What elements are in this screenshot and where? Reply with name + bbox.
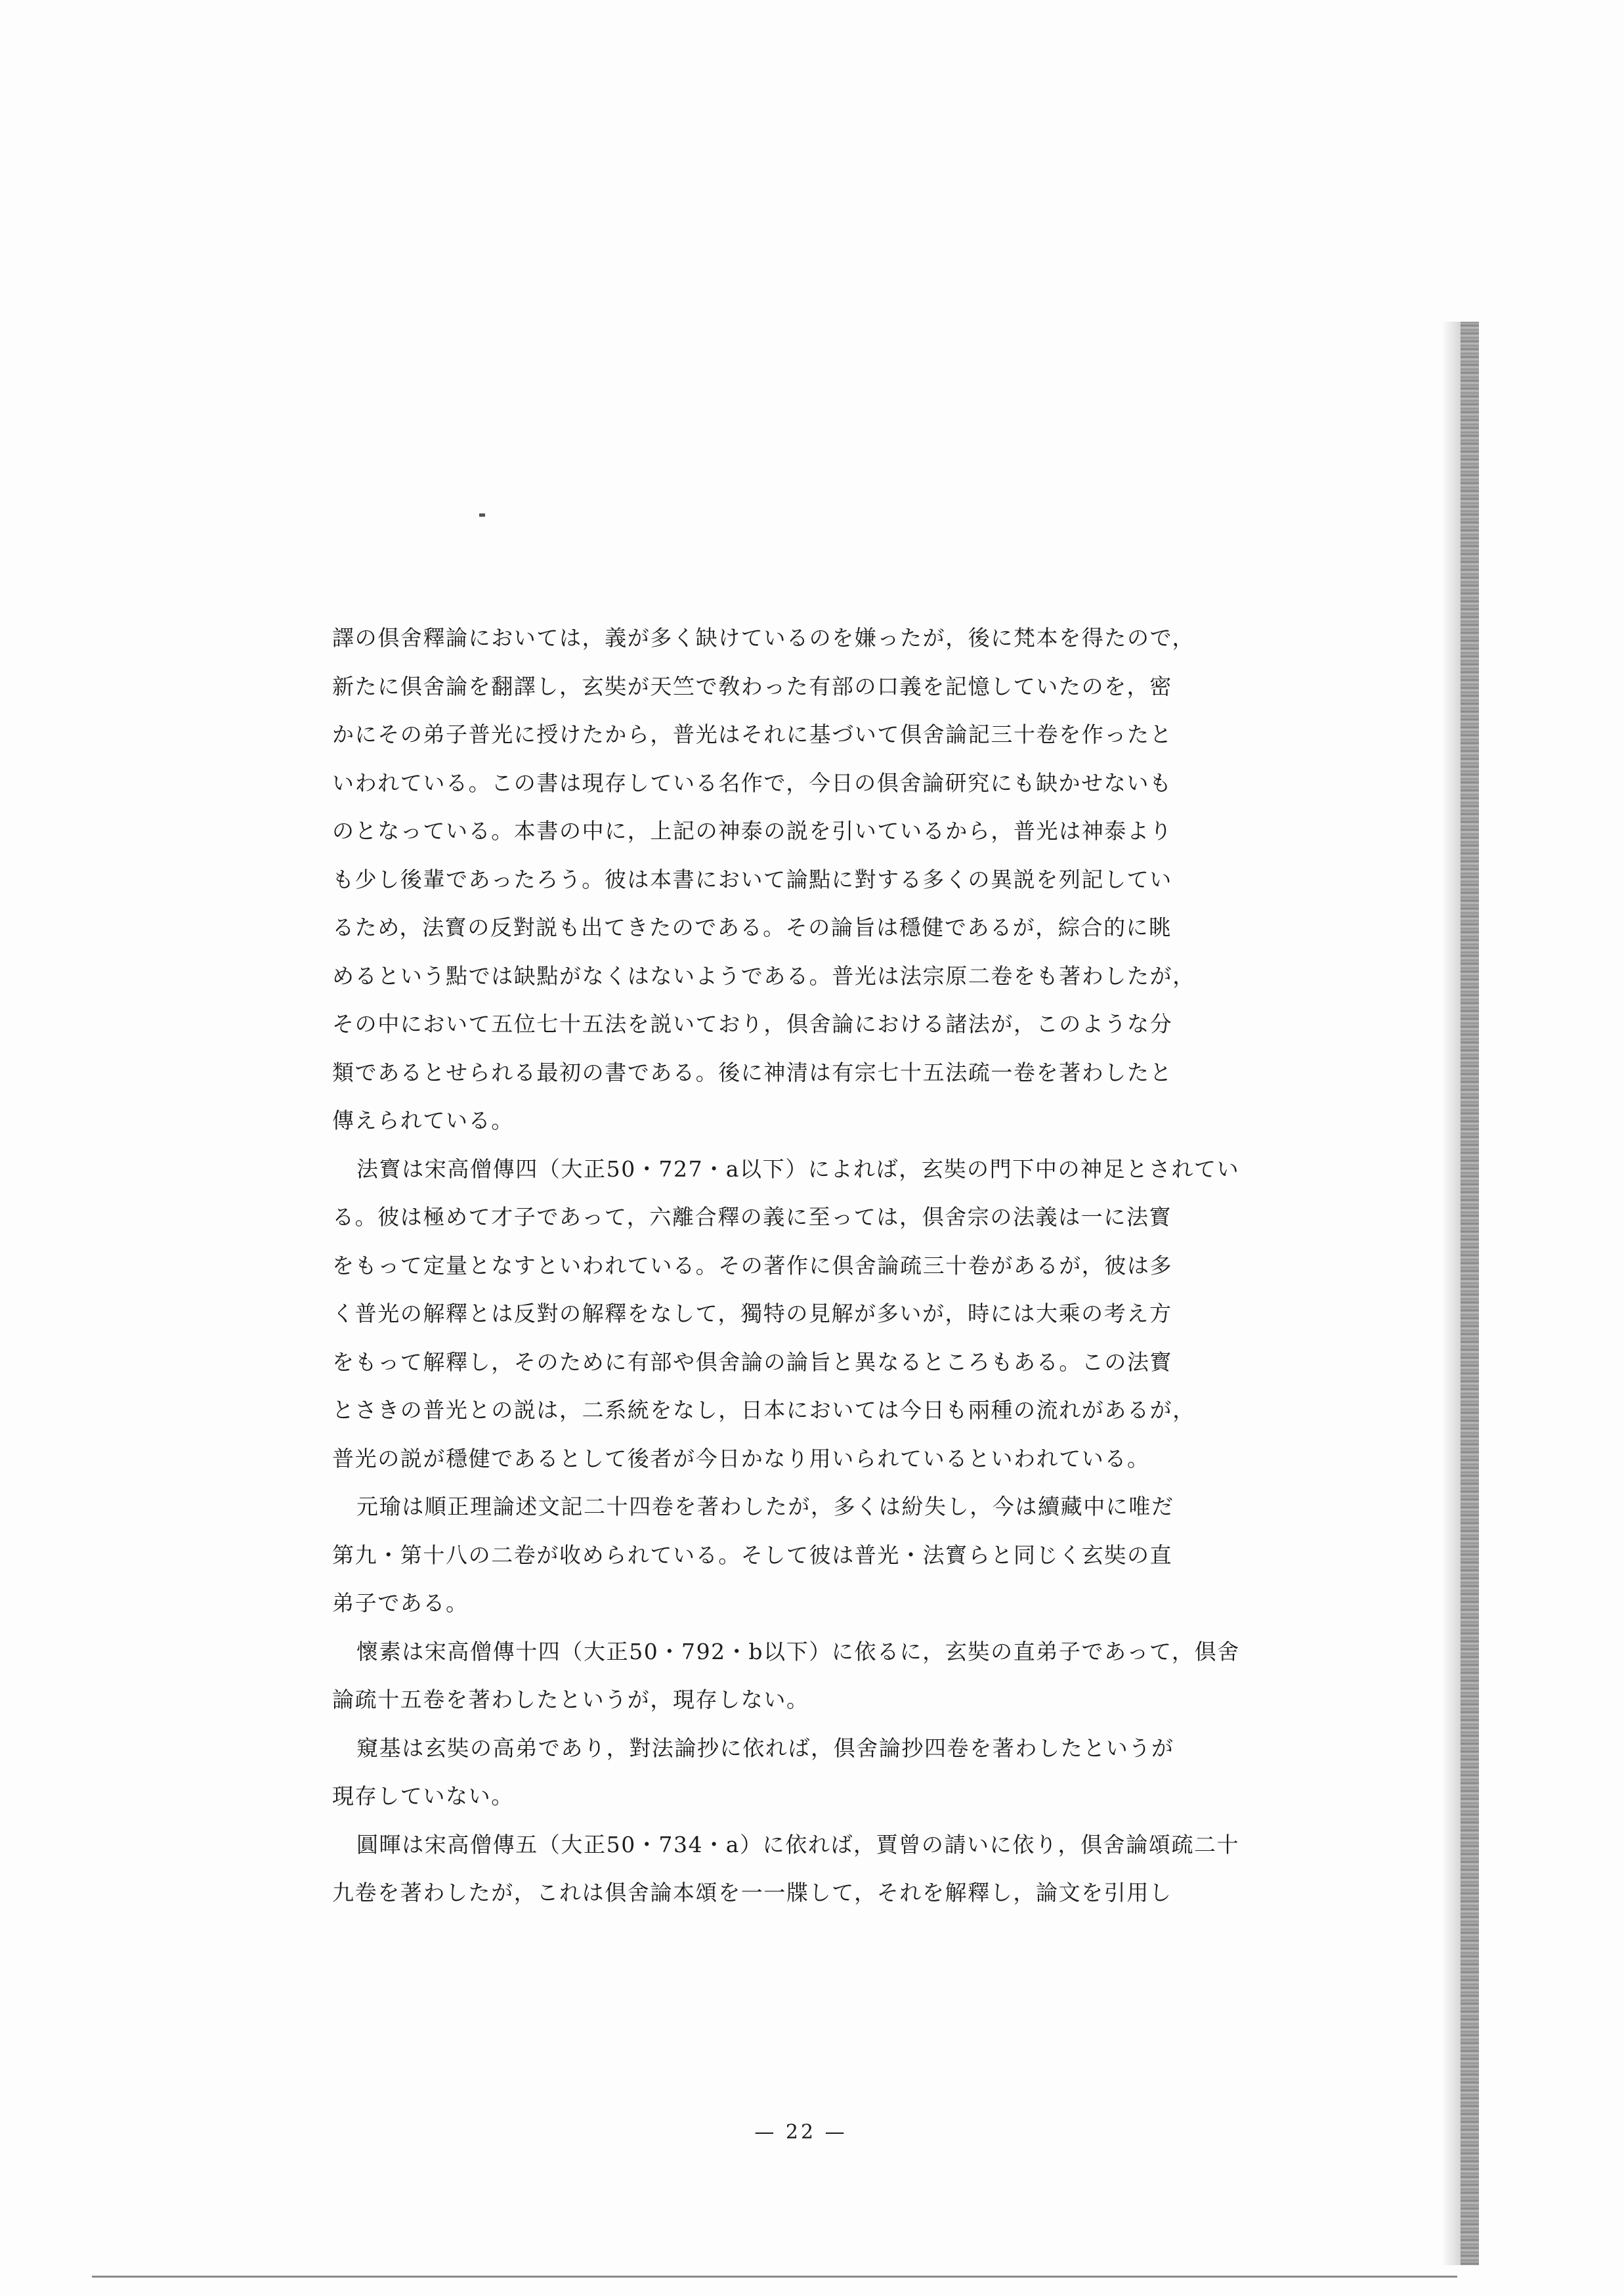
text-line: も少し後輩であったろう。彼は本書において論點に對する多くの異説を列記してい: [332, 866, 1172, 892]
text-line: いわれている。この書は現存している名作で，今日の倶舍論研究にも缺かせないも: [332, 769, 1172, 796]
scan-shadow: [1442, 322, 1461, 2265]
text-line: 第九・第十八の二卷が收められている。そして彼は普光・法寳らと同じく玄奘の直: [332, 1542, 1173, 1568]
stray-ink-mark: [479, 513, 485, 517]
body-text: [332, 614, 1277, 1917]
text-line: 圓暉は宋高僧傳五（大正50・734・a）に依れば，賈曾の請いに依り，倶舍論頌疏二十: [356, 1831, 1240, 1857]
text-line: 窺基は玄奘の高弟であり，對法論抄に依れば，倶舍論抄四卷を著わしたというが: [356, 1735, 1174, 1761]
scan-binding-edge: [1461, 322, 1479, 2265]
text-line: るため，法寳の反對説も出てきたのである。その論旨は穩健であるが，綜合的に眺: [332, 915, 1172, 940]
text-line: 懷素は宋高僧傳十四（大正50・792・b以下）に依るに，玄奘の直弟子であって，倶舍: [356, 1638, 1240, 1664]
text-line: 傳えられている。: [332, 1108, 514, 1133]
text-line: 新たに倶舍論を翻譯し，玄奘が天竺で敎わった有部の口義を記憶していたのを，密: [332, 673, 1172, 699]
text-line: 弟子である。: [332, 1590, 469, 1616]
text-line: めるという點では缺點がなくはないようである。普光は法宗原二卷をも著わしたが，: [332, 963, 1195, 989]
text-line: 譯の倶舍釋論においては，義が多く缺けているのを嫌ったが，後に梵本を得たので，: [332, 625, 1195, 651]
text-line: 類であるとせられる最初の書である。後に神清は有宗七十五法疏一卷を著わしたと: [332, 1059, 1173, 1085]
text-line: 論疏十五卷を著わしたというが，現存しない。: [332, 1687, 809, 1712]
text-line: をもって解釋し，そのために有部や倶舍論の論旨と異なるところもある。この法寳: [332, 1349, 1173, 1375]
text-line: とさきの普光との説は，二系統をなし，日本においては今日も兩種の流れがあるが，: [332, 1397, 1195, 1423]
text-line: く普光の解釋とは反對の解釋をなして，獨特の見解が多いが，時には大乘の考え方: [332, 1301, 1172, 1326]
text-line: をもって定量となすといわれている。その著作に倶舍論疏三十卷があるが，彼は多: [332, 1252, 1173, 1278]
page-number: — 22 —: [754, 2121, 847, 2144]
text-line: 現存していない。: [332, 1783, 514, 1809]
text-line: 九卷を著わしたが，これは倶舍論本頌を一一牒して，それを解釋し，論文を引用し: [332, 1880, 1172, 1905]
text-line: その中において五位七十五法を説いており，倶舍論における諸法が，このような分: [332, 1011, 1173, 1037]
text-line: 元瑜は順正理論述文記二十四卷を著わしたが，多くは紛失し，今は續藏中に唯だ: [356, 1494, 1174, 1519]
text-line: 法寳は宋高僧傳四（大正50・727・a以下）によれば，玄奘の門下中の神足とされてい: [356, 1156, 1240, 1182]
text-line: 普光の説が穩健であるとして後者が今日かなり用いられているといわれている。: [332, 1445, 1150, 1471]
text-line: る。彼は極めて才子であって，六離合釋の義に至っては，倶舍宗の法義は一に法寳: [332, 1204, 1172, 1230]
text-line: のとなっている。本書の中に，上記の神泰の説を引いているから，普光は神泰より: [332, 818, 1173, 844]
bottom-rule: [92, 2276, 1457, 2278]
text-line: かにその弟子普光に授けたから，普光はそれに基づいて倶舍論記三十卷を作ったと: [332, 722, 1173, 747]
